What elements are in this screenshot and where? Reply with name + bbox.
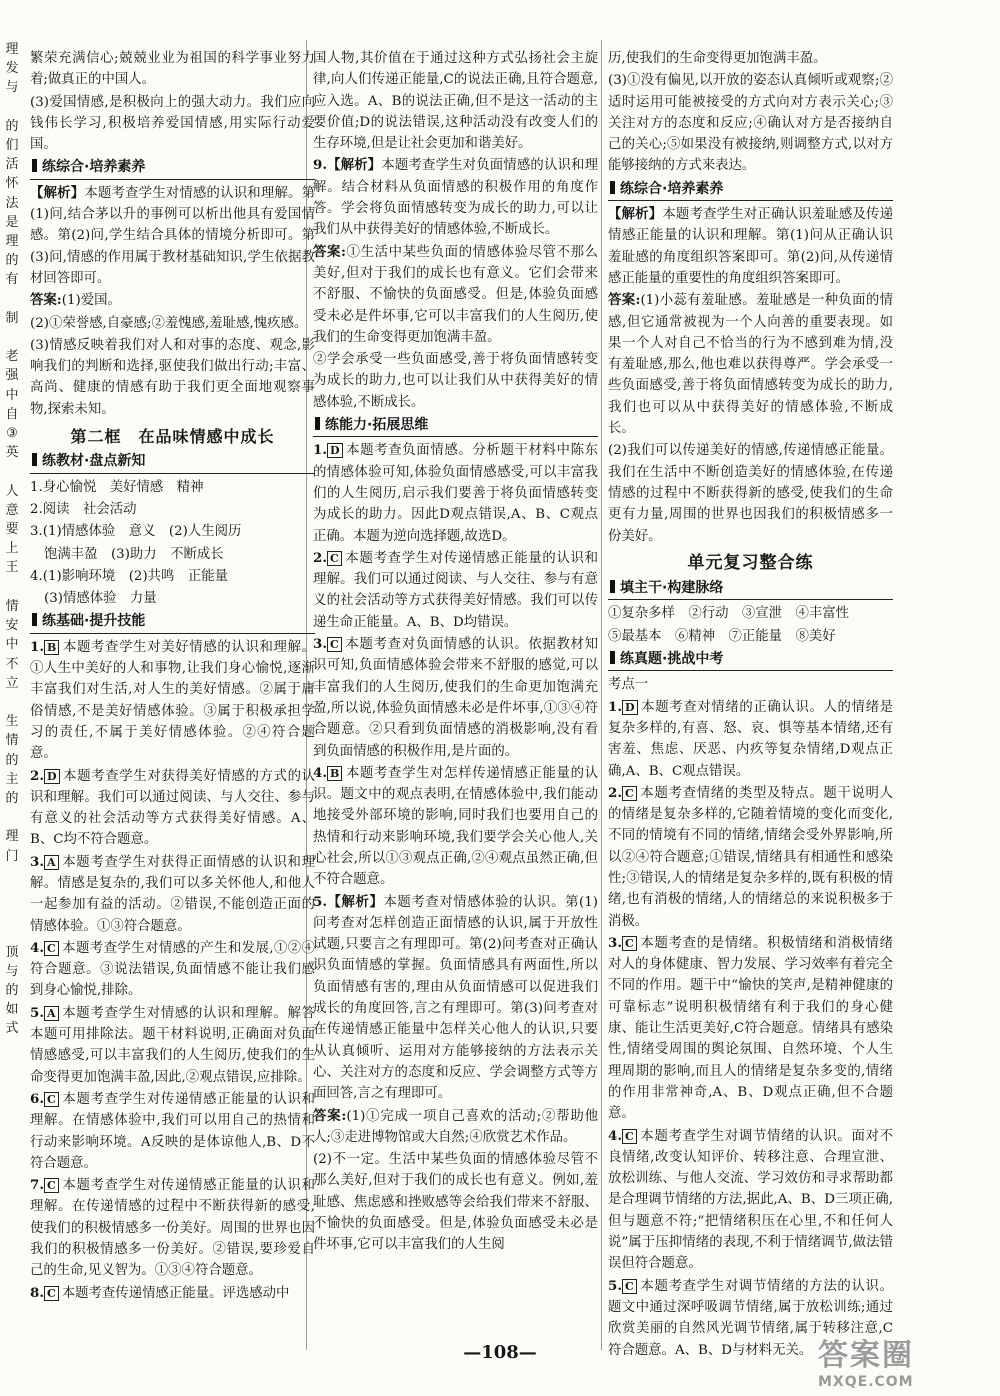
edge-char: 安 (5, 618, 19, 634)
answer-letter-box: C (622, 936, 637, 951)
edge-char: 门 (5, 848, 19, 864)
edge-char: 上 (5, 541, 19, 557)
edge-char: ③ (6, 426, 18, 442)
section-heading: 练教材·盘点新知 (30, 451, 315, 473)
question-number: 7. (30, 1177, 44, 1194)
question-explanation: 本题考查学生对怎样传递情感正能量的认识。题文中的观点表明,在情感体验中,我们能动地接受外部环境的影响,同时我们也要用自己的热情和行动来影响环境,我们要学会关心他人,关心社会,所以①③观点正确,②④观点虽然正确,但不符合题意。 (313, 765, 598, 888)
edge-char: 意 (5, 502, 19, 518)
analysis-tag: 9.【解析】 (313, 157, 382, 174)
answer-3: (3)情感反映着我们对人和对事的态度、观念,影响我们的判断和选择,驱使我们做出行动;丰富、高尚、健康的情感有助于我们更全面地观察事物,探索未知。 (30, 337, 315, 417)
edge-char: 自 (5, 406, 19, 422)
answer-letter-box: C (622, 1129, 637, 1144)
edge-char: 理 (5, 42, 19, 57)
question-explanation: 本题考查对情绪的正确认识。人的情绪是复杂多样的,有喜、怒、哀、惧等基本情绪,还有害羞、焦虑、厌恶、内疚等复杂情绪,D观点正确,A、B、C观点错误。 (608, 699, 893, 779)
watermark-text: 答案圈 (818, 1338, 914, 1373)
edge-char: 如 (5, 1002, 19, 1018)
unit-review-title: 单元复习整合练 (687, 552, 814, 573)
edge-char: 顶 (5, 944, 19, 960)
edge-char: 人 (5, 483, 19, 499)
question-number: 2. (608, 784, 622, 801)
key-point: 3.(1)情感体验 意义 (2)人生阅历 (30, 524, 242, 540)
edge-char: 王 (5, 560, 19, 576)
analysis (30, 183, 315, 289)
question-explanation: 本题考查负面情感。分析题干材料中陈东的情感体验可知,体验负面情感感受,可以丰富我们的人生阅历,启示我们要善于将负面情感转变为成长的助力。因此D观点错误,A、B、C观点正确。本题为逆向选择题,故选D。 (313, 443, 598, 544)
question-number: 4. (313, 764, 327, 781)
question-number: 3. (608, 934, 622, 951)
question-item (30, 1283, 315, 1304)
analysis-tag: 【解析】 (608, 206, 663, 223)
edge-char (0, 578, 24, 597)
edge-char: 有 (5, 272, 19, 288)
analysis-q5 (313, 892, 598, 1105)
answer-1 (313, 242, 598, 348)
edge-char: 立 (5, 675, 19, 691)
edge-char (0, 808, 24, 827)
question-item (30, 938, 315, 1002)
question-explanation: 本题考查学生对情感的认识和理解。解答本题可用排除法。题干材料说明,正确面对负面情感感受,可以丰富我们的人生阅历,使我们的生命变得更加饱满丰盈,因此,②观点错误,应排除。 (30, 1005, 315, 1085)
edge-char: 们 (5, 138, 19, 154)
question-item (608, 1126, 893, 1275)
edge-char: 中 (5, 387, 19, 403)
question-number: 1. (30, 638, 44, 655)
analysis (608, 204, 893, 289)
edge-char (0, 98, 24, 117)
edge-char: 制 (5, 310, 19, 326)
edge-char (0, 904, 24, 923)
answer-letter-box: D (327, 443, 343, 458)
answer-2: ②学会承受一些负面感受,善于将负面情感转变为成长的助力,也可以让我们从中获得美好的情感体验,不断成长。 (313, 352, 598, 410)
key-point: (3)情感体验 力量 (44, 591, 157, 607)
column-right (608, 48, 893, 1362)
edge-char (0, 462, 24, 481)
edge-char: 理 (5, 234, 19, 250)
question-explanation: 本题考查传递情感正能量。评选感动中 (61, 1285, 290, 1301)
analysis-q9 (313, 155, 598, 240)
edge-char: 老 (5, 349, 19, 365)
question-number: 1. (313, 442, 327, 459)
edge-char: 的 (5, 118, 19, 134)
question-explanation: 本题考查学生对情感的产生和发展,①②④符合题意。③说法错误,负面情感不能让我们感到身心愉悦,排除。 (30, 940, 315, 999)
left-edge-strip (0, 40, 24, 1350)
edge-char: 英 (5, 445, 19, 461)
question-item (608, 783, 893, 932)
question-number: 3. (313, 636, 327, 653)
edge-char: 不 (5, 656, 19, 672)
edge-char: 要 (5, 522, 19, 538)
edge-char: 与 (5, 80, 19, 96)
key-point: 2.阅读 社会活动 (30, 501, 137, 517)
fill-line: ①复杂多样 ②行动 ③宣泄 ④丰富性 (608, 606, 850, 622)
question-explanation: 本题考查学生对传递情感正能量的认识和理解。我们可以通过阅读、与人交往、参与有意义的社会活动等方式获得美好情感。我们可以传递生命正能量。A、B、D均错误。 (313, 550, 598, 630)
answer-label: 答案: (30, 292, 62, 309)
section-heading: 练综合·培养素养 (608, 179, 893, 201)
question-explanation: 本题考查对负面情感的认识。依据教材知识可知,负面情感体验会带来不舒服的感觉,可以丰富我们的人生阅历,使我们的生命更加饱满充盈,所以说,体验负面情感未必是件坏事,①③④符合题意。②只看到负面情感的消极影响,没有看到负面情感的积极作用,是片面的。 (313, 637, 598, 759)
column-middle (313, 48, 598, 1257)
answer-letter-box: A (44, 1006, 59, 1021)
question-number: 1. (608, 698, 622, 715)
answer-1 (608, 290, 893, 439)
question-explanation: 本题考查情绪的类型及特点。题干说明人的情绪是复杂多样的,它随着情境的变化而变化,不同的情境有不同的情绪,情绪会受外界影响,所以②④符合题意;①错误,情绪具有相通性和感染性;③错误,人的情绪是复杂多样的,既有积极的情绪,也有消极的情绪,人的情绪总的来说积极多于消极。 (608, 785, 893, 929)
question-number: 5. (30, 1004, 44, 1021)
answer-text: (1)①完成一项自己喜欢的活动;②帮助他人;③走进博物馆或大自然;④欣赏艺术作品。 (313, 1108, 598, 1145)
edge-char (0, 885, 24, 904)
question-item (313, 440, 598, 546)
edge-char (0, 693, 24, 712)
analysis-tag: 【解析】 (30, 184, 85, 201)
edge-char: 强 (5, 368, 19, 384)
question-item (30, 637, 315, 765)
section-heading: 填主干·构建脉络 (608, 578, 893, 600)
question-item (30, 766, 315, 851)
answer-letter-box: C (327, 551, 342, 566)
question-item (313, 634, 598, 762)
analysis-text: 本题考查学生对情感的认识和理解。第(1)问,结合茅以升的事例可以析出他具有爱国情感。第(2)问,学生结合具体的情境分析即可。第(3)问,情感的作用属于教材基础知识,学生依据教材回答即可。 (30, 185, 316, 286)
edge-char: 情 (5, 598, 19, 614)
section-heading: 练能力·拓展思维 (313, 415, 598, 437)
question-explanation: 本题考查学生对美好情感的认识和理解。①人生中美好的人和事物,让我们身心愉悦,逐渐丰富我们对生活,对人生的美好情感。②属于庸俗情感,不是美好情感体验。③属于积极承担学习的责任,不属于美好情感体验。②④符合题意。 (30, 639, 315, 762)
answer-letter-box: C (44, 1286, 59, 1301)
question-item (30, 1175, 315, 1281)
question-explanation: 本题考查学生对获得正面情感的认识和理解。情感是复杂的,我们可以多关怀他人,和他人一起参加有益的活动。②错误,不能创造正面的情感体验。①③符合题意。 (30, 854, 315, 934)
question-explanation: 本题考查学生对调节情绪的认识。面对不良情绪,改变认知评价、转移注意、合理宣泄、放松训练、与他人交流、学习效仿和寻求帮助都是合理调节情绪的方法,据此,A、B、D三项正确,但与题意不符;“把情绪积压在心里,不和任何人说”属于压抑情绪的表现,不利于情绪调节,做法错误但符合题意。 (608, 1128, 893, 1272)
page-number: —108— (463, 1342, 537, 1363)
edge-char: 的 (5, 752, 19, 768)
question-explanation: 本题考查学生对传递情感正能量的认识和理解。在情感体验中,我们可以用自己的热情和行动来影响环境。A反映的是体谅他人,B、D不符合题意。 (30, 1091, 315, 1171)
analysis-text: 本题考查学生对正确认识羞耻感及传递情感正能量的认识和理解。第(1)问从正确认识羞耻感的角度组织答案即可。第(2)问,从传递情感正能量的重要性的角度组织答案即可。 (608, 207, 894, 286)
edge-char: 的 (5, 982, 19, 998)
answer-label: 答案: (313, 243, 346, 260)
edge-char: 与 (5, 963, 19, 979)
edge-char: 情 (5, 733, 19, 749)
answer-letter-box: A (44, 855, 59, 870)
answer-letter-box: C (44, 941, 59, 956)
edge-char: 发 (5, 61, 19, 77)
answer-text: (1)爱国。 (61, 293, 121, 309)
paragraph: (3)爱国情感,是积极向上的强大动力。我们应向钱伟长学习,积极培养爱国情感,用实际行动爱国。 (30, 94, 315, 153)
edge-char (0, 923, 24, 942)
answer-1 (30, 290, 315, 311)
answer-1 (313, 1106, 598, 1149)
watermark-logo (818, 1330, 993, 1390)
question-explanation: 本题考查学生对传递情感正能量的认识和理解。在传递情感的过程中不断获得新的感受,使我们的积极情感多一份美好。周围的世界也因我们的积极情感多一份美好。②错误,要珍爱自己的生命,见义智为。①③④符合题意。 (30, 1178, 315, 1279)
question-item (313, 763, 598, 891)
edge-char: 主 (5, 771, 19, 787)
answer-letter-box: B (327, 766, 342, 781)
section-heading: 练真题·挑战中考 (608, 649, 893, 671)
edge-char: 中 (5, 637, 19, 653)
answer-2: (2)不一定。生活中某些负面的情感体验尽管不那么美好,但对于我们的成长也有意义。例如,羞耻感、焦虑感和挫败感等会给我们带来不舒服、不愉快的负面感受。但是,体验负面感受未必是件坏事,它可以丰富我们的人生阅 (313, 1152, 598, 1253)
answer-letter-box: D (622, 700, 638, 715)
edge-char: 理 (5, 829, 19, 845)
edge-char: 生 (5, 714, 19, 730)
column-left (30, 48, 315, 1305)
edge-char: 法 (5, 195, 19, 211)
question-explanation: 本题考查学生对获得美好情感的方式的认识和理解。我们可以通过阅读、与人交往、参与有意义的社会活动等方式获得美好情感。A、B、C均不符合题意。 (30, 768, 315, 848)
question-number: 2. (30, 767, 44, 784)
edge-char: 活 (5, 157, 19, 173)
answer-2: (2)我们可以传递美好的情感,传递情感正能量。我们在生活中不断创造美好的情感体验,在传递情感的过程中不断获得新的感受,使我们的生命更有力量,周围的世界也因我们的积极情感多一份美好。 (608, 443, 893, 544)
question-item (30, 1003, 315, 1088)
fill-line: ⑤最基本 ⑥精神 ⑦正能量 ⑧美好 (608, 628, 836, 644)
question-number: 4. (30, 939, 44, 956)
edge-char: 的 (5, 790, 19, 806)
answer-label: 答案: (608, 292, 641, 309)
edge-char (0, 866, 24, 885)
question-item (608, 933, 893, 1125)
column-divider (601, 40, 602, 1350)
answer-letter-box: C (622, 1279, 637, 1294)
edge-char: 的 (5, 253, 19, 269)
edge-char: 式 (5, 1021, 19, 1037)
question-number: 3. (30, 853, 44, 870)
section-heading: 练基础·提升技能 (30, 611, 315, 633)
question-number: 4. (608, 1127, 622, 1144)
answer-letter-box: C (44, 1178, 59, 1193)
question-explanation: 本题考查学生对调节情绪的方法的认识。题文中通过深呼吸调节情绪,属于放松训练;通过欣赏美丽的自然风光调节情绪,属于转移注意,C符合题意。A、B、D与材料无关。 (608, 1278, 893, 1358)
question-explanation: 本题考查的是情绪。积极情绪和消极情绪对人的身体健康、智力发展、学习效率有着完全不同的作用。题干中“愉快的笑声,是精神健康的可靠标志”说明积极情绪有利于我们的身心健康、能让生活更美好,C符合题意。情绪具有感染性,情绪受周围的舆论氛围、自然环境、个人生理周期的影响,而且人的情绪是复杂多变的,情绪的作用非常神奇,A、B、D观点正确,但不合题意。 (608, 935, 893, 1122)
edge-char (0, 290, 24, 309)
answer-label: 答案: (313, 1107, 347, 1124)
question-number: 6. (30, 1090, 44, 1107)
key-point: 1.身心愉悦 美好情感 精神 (30, 479, 204, 495)
question-number: 8. (30, 1284, 44, 1301)
answer-letter-box: B (44, 640, 59, 655)
question-item (608, 697, 893, 782)
paragraph: 国人物,其价值在于通过这种方式弘扬社会主旋律,向人们传递正能量,C的说法正确,且符合题意,应入选。A、B的说法正确,但不是这一活动的主要价值;D的说法错误,这种活动没有改变人们的生存环境,但是让社会更加和谐美好。 (313, 51, 598, 152)
question-number: 5. (608, 1277, 622, 1294)
key-point: 饱满丰盈 (3)助力 不断成长 (44, 546, 224, 562)
answer-text: (1)小蕊有羞耻感。羞耻感是一种负面的情感,但它通常被视为一个人向善的重要表现。如果一个人对自己不恰当的行为不感到难为情,没有羞耻感,那么,他也难以获得尊严。学会承受一些负面感受,善于将负面情感转变为成长的助力,我们也可以从中获得美好的情感体验,不断成长。 (608, 293, 894, 437)
answer-2: (2)①荣誉感,自豪感;②羞愧感,羞耻感,愧疚感。 (30, 315, 308, 331)
question-item (30, 1089, 315, 1174)
paragraph: (3)①没有偏见,以开放的姿态认真倾听或观察;②适时运用可能被接受的方式向对方表示关心;③关注对方的态度和反应;④确认对方是否接纳自己的关心;⑤如果没有被接纳,则调整方式,以对方能够接纳的方式来表达。 (608, 73, 893, 174)
answer-letter-box: C (327, 637, 342, 652)
edge-char: 怀 (5, 176, 19, 192)
question-number: 2. (313, 549, 327, 566)
watermark-url: MXQE.COM (818, 1374, 914, 1390)
paragraph: 历,使我们的生命变得更加饱满丰盈。 (608, 51, 827, 66)
analysis-tag: 5.【解析】 (313, 893, 384, 910)
answer-letter-box: C (44, 1092, 59, 1107)
answer-letter-box: D (44, 769, 60, 784)
question-item (30, 852, 315, 937)
analysis-text: 本题考查学生对负面情感的认识和理解。结合材料从负面情感的积极作用的角度作答。学会将负面情感转变为成长的助力,可以让我们从中获得美好的情感体验,不断成长。 (313, 158, 598, 238)
section-heading: 练综合·培养素养 (30, 157, 315, 179)
edge-char (0, 328, 24, 347)
edge-char: 是 (5, 214, 19, 230)
key-point: 4.(1)影响环境 (2)共鸣 正能量 (30, 568, 229, 584)
paragraph: 繁荣充满信心;兢兢业业为祖国的科学事业努力着;做真正的中国人。 (30, 51, 315, 88)
answer-text: ①生活中某些负面的情感体验尽管不那么美好,但对于我们的成长也有意义。它们会带来不舒服、不愉快的负面感受。但是,体验负面感受未必是件坏事,它可以丰富我们的人生阅历,使我们的生命变得更加饱满丰盈。 (313, 244, 598, 345)
answer-letter-box: C (622, 786, 637, 801)
analysis-text: 本题考查对情感体验的认识。第(1)问考查对怎样创造正面情感的认识,属于开放性试题,只要言之有理即可。第(2)问考查对正确认识负面情感的掌握。负面情感具有两面性,所以负面情感有害的,理由从负面情感可以促进我们成长的角度回答,言之有理即可。第(3)问考查对在传递情感正能量中怎样关心他人的认识,只要从认真倾听、运用对方能够接纳的方法表示关心、关注对方的态度和反应、学会调整方式等方面回答,言之有理即可。 (313, 894, 599, 1102)
topic-label: 考点一 (608, 677, 649, 693)
question-item (313, 548, 598, 633)
lesson-title: 第二框 在品味情感中成长 (70, 427, 275, 447)
